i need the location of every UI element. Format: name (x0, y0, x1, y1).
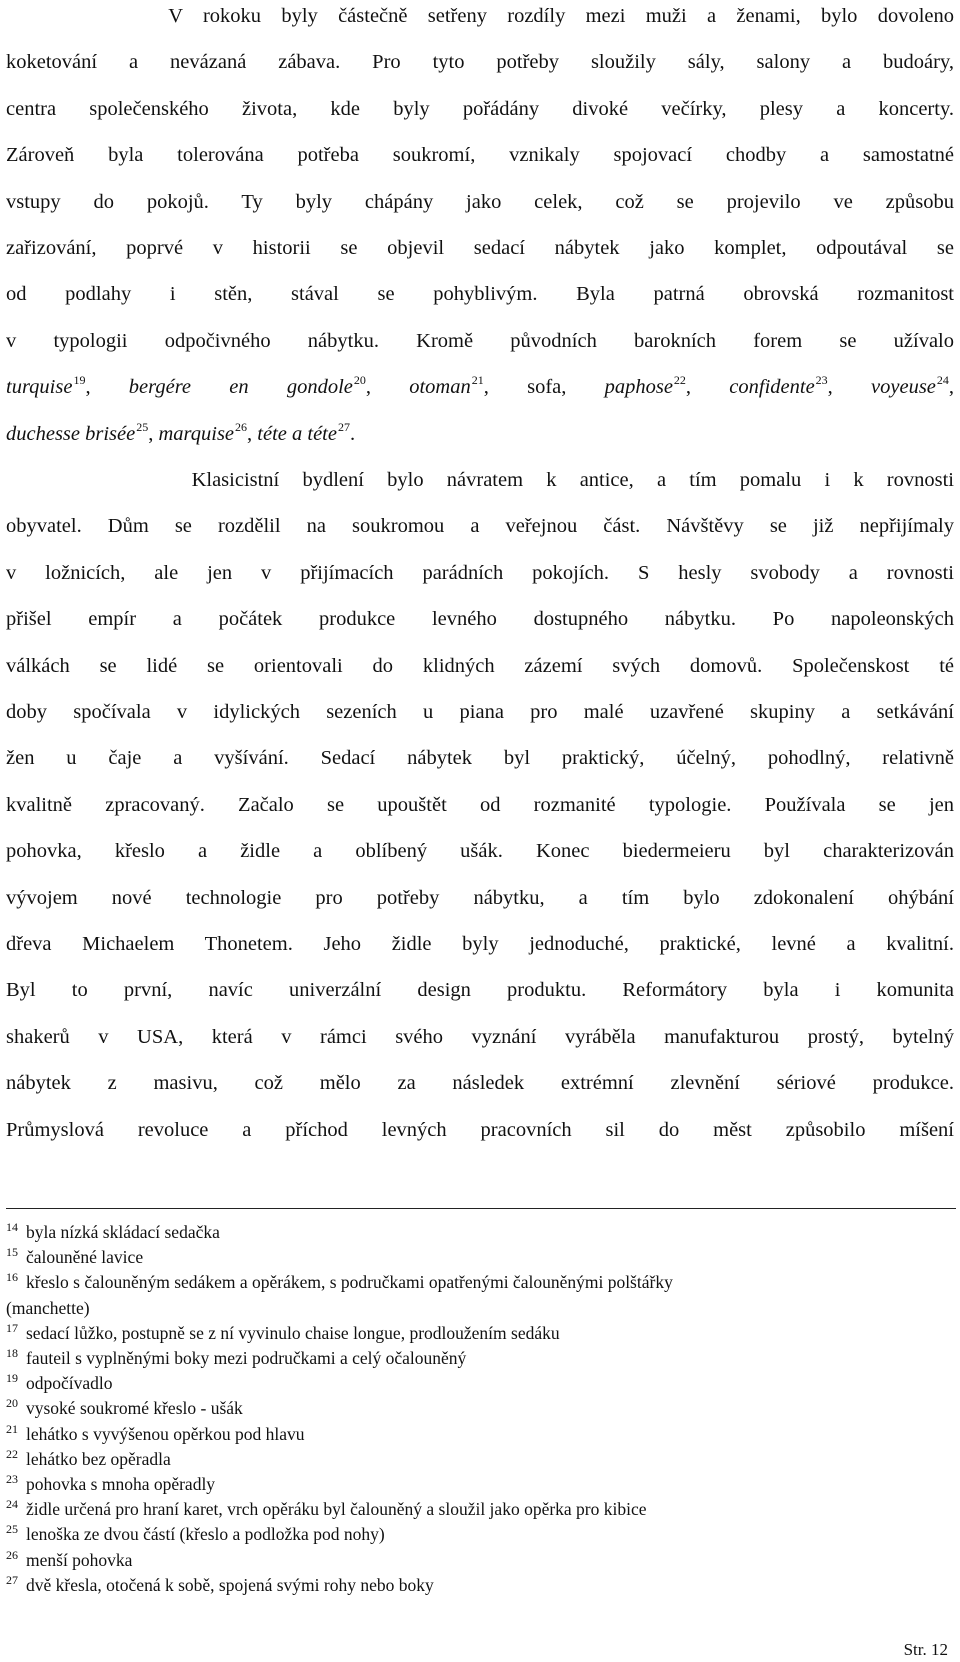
body-line (6, 419, 954, 448)
body-line (6, 978, 954, 1002)
footnote-ref: 22 (673, 373, 686, 388)
footnote (6, 1348, 466, 1370)
body-line (6, 50, 954, 74)
text-run: Průmyslová revoluce a příchod levných pracovních sil do měst způsobilo míšení (6, 1118, 954, 1141)
footnote (6, 1499, 647, 1521)
footnote-text: dvě křesla, otočená k sobě, spojená svými rohy nebo boky (26, 1574, 434, 1595)
footnote (6, 1272, 673, 1294)
text-run: , (948, 376, 955, 399)
footnote-text: křeslo s čalouněným sedákem a opěrákem, s područkami opatřenými čalouněnými polštářky (26, 1272, 673, 1293)
text-run: , (827, 376, 872, 399)
text-run: obyvatel. Dům se rozdělil na soukromou a veřejnou část. Návštěvy se již nepřijímaly (6, 515, 954, 538)
text-run: zařizování, poprvé v historii se objevil sedací nábytek jako komplet, odpoutával se (6, 237, 954, 259)
footnote-ref: 21 (471, 373, 484, 388)
footnote (6, 1547, 133, 1572)
footnote-ref: 19 (73, 373, 86, 388)
footnote-ref: 24 (936, 373, 949, 388)
body-line (6, 143, 954, 167)
text-run: od podlahy i stěn, stával se pohyblivým. Byla patrná obrovská rozmanitost (6, 283, 954, 306)
italic-term: marquise (158, 422, 235, 445)
body-line (6, 654, 954, 678)
footnote-number: 27 (6, 1572, 18, 1587)
text-run: vstupy do pokojů. Ty byly chápány jako celek, což se projevilo ve způsobu (6, 190, 954, 213)
text-run: válkách se lidé se orientovali do klidných zázemí svých domovů. Společenskost té (6, 654, 954, 677)
footnote-number: 20 (6, 1396, 18, 1411)
text-run: Byl to první, navíc univerzální design produktu. Reformátory byla i komunita (6, 979, 954, 1002)
footnote (6, 1320, 560, 1345)
footnote (6, 1421, 305, 1446)
footnote-separator (6, 1208, 956, 1209)
body-line (6, 375, 954, 401)
text-run: V rokoku byly částečně setřeny rozdíly mezi muži a ženami, bylo dovoleno (6, 5, 954, 27)
footnote-text: menší pohovka (26, 1549, 133, 1570)
body-line (6, 1071, 954, 1095)
text-run: shakerů v USA, která v rámci svého vyznání vyráběla manufakturou prostý, bytelný (6, 1025, 954, 1048)
body-line (6, 236, 954, 260)
body-line (6, 839, 954, 863)
page-number: Str. 12 (903, 1640, 948, 1659)
text-run: centra společenského života, kde byly pořádány divoké večírky, plesy a koncerty. (6, 97, 954, 120)
footnote-ref: 23 (815, 373, 828, 388)
footnote (6, 1524, 385, 1546)
footnote-number: 21 (6, 1421, 18, 1436)
footnote (6, 1247, 143, 1269)
text-run: kvalitně zpracovaný. Začalo se upouštět od rozmanité typologie. Používala se jen (6, 793, 954, 816)
footnote (6, 1572, 434, 1597)
body-line (6, 4, 954, 28)
italic-term: duchesse brisée (6, 422, 136, 445)
text-run: pohovka, křeslo a židle a oblíbený ušák. Konec biedermeieru byl charakterizován (6, 840, 954, 863)
footnote-number: 19 (6, 1371, 18, 1386)
text-run: , sofa, (483, 376, 605, 399)
text-run: Zároveň byla tolerována potřeba soukromí, vznikaly spojovací chodby a samostatné (6, 144, 954, 167)
italic-term: bergére en gondole (128, 376, 353, 399)
italic-term: téte a téte (257, 422, 337, 445)
footnote-text: byla nízká skládací sedačka (26, 1222, 220, 1242)
body-line (6, 282, 954, 306)
body-line (6, 514, 954, 538)
footnote-ref: 20 (353, 373, 366, 388)
text-run: , (148, 422, 159, 445)
body-line (6, 97, 954, 121)
text-run: přišel empír a počátek produkce levného dostupného nábytku. Po napoleonských (6, 608, 954, 631)
footnote-ref: 25 (136, 419, 149, 434)
footnote-number: 24 (6, 1497, 18, 1512)
text-run: . (349, 422, 356, 445)
text-run: , (247, 422, 258, 445)
text-run: v ložnicích, ale jen v přijímacích parádních pokojích. S hesly svobody a rovnosti (6, 561, 954, 584)
text-run: žen u čaje a vyšívání. Sedací nábytek byl praktický, účelný, pohodlný, relativně (6, 747, 954, 770)
body-line (6, 700, 954, 724)
body-line (6, 746, 954, 770)
text-run: , (365, 376, 410, 399)
footnote-text: fauteil s vyplněnými boky mezi područkami a celý očalouněný (26, 1348, 467, 1368)
footnote (6, 1222, 220, 1244)
footnote (6, 1298, 90, 1318)
footnote-number: 18 (6, 1346, 18, 1360)
body-line (6, 190, 954, 214)
footnote-text: pohovka s mnoha opěradly (26, 1474, 216, 1494)
footnote-text: (manchette) (6, 1297, 90, 1318)
text-run: , (685, 376, 730, 399)
footnote-number: 25 (6, 1522, 18, 1537)
footnote-text: židle určená pro hraní karet, vrch opěráku byl čalouněný a sloužil jako opěrka pro kibice (26, 1499, 647, 1520)
italic-term: otoman (409, 376, 471, 399)
body-line (6, 468, 954, 492)
footnote-number: 16 (6, 1270, 18, 1285)
footnote-number: 14 (6, 1220, 18, 1234)
footnote-ref: 26 (235, 419, 248, 434)
italic-term: turquise (6, 376, 73, 399)
italic-term: confidente (729, 376, 815, 399)
footnote-text: odpočívadlo (26, 1373, 113, 1394)
footnote-number: 15 (6, 1245, 18, 1260)
body-line (6, 1025, 954, 1049)
text-run: v typologii odpočivného nábytku. Kromě původních barokních forem se užívalo (6, 329, 954, 352)
body-line (6, 329, 954, 353)
footnote-number: 23 (6, 1472, 18, 1486)
footnote (6, 1373, 113, 1395)
body-line (6, 793, 954, 817)
footnote-number: 26 (6, 1547, 18, 1562)
footnote-number: 17 (6, 1320, 18, 1335)
text-run: Klasicistní bydlení bylo návratem k antice, a tím pomalu i k rovnosti (6, 469, 954, 491)
body-line (6, 561, 954, 585)
italic-term: voyeuse (871, 376, 936, 399)
footnote-text: čalouněné lavice (26, 1247, 144, 1268)
footnote-text: lehátko bez opěradla (26, 1448, 171, 1469)
body-line (6, 932, 954, 956)
footnote-number: 22 (6, 1446, 18, 1461)
text-run: doby spočívala v idylických sezeních u piana pro malé uzavřené skupiny a setkávání (6, 701, 954, 723)
text-run: nábytek z masivu, což mělo za následek extrémní zlevnění sériové produkce. (6, 1072, 954, 1095)
text-run: dřeva Michaelem Thonetem. Jeho židle byly jednoduché, praktické, levné a kvalitní. (6, 933, 954, 955)
body-line (6, 607, 954, 631)
text-run: vývojem nové technologie pro potřeby nábytku, a tím bylo zdokonalení ohýbání (6, 886, 954, 909)
footnote-text: lenoška ze dvou částí (křeslo a podložka pod nohy) (26, 1524, 385, 1545)
footnote-text: vysoké soukromé křeslo - ušák (26, 1398, 243, 1419)
italic-term: paphose (604, 376, 673, 399)
footnote-text: lehátko s vyvýšenou opěrkou pod hlavu (26, 1423, 305, 1444)
text-run: koketování a nevázaná zábava. Pro tyto potřeby sloužily sály, salony a budoáry, (6, 51, 954, 74)
footnote-text: sedací lůžko, postupně se z ní vyvinulo chaise longue, prodloužením sedáku (26, 1322, 560, 1343)
footnote (6, 1474, 215, 1496)
text-run: , (85, 376, 129, 399)
footnote-ref: 27 (337, 419, 350, 434)
body-line (6, 886, 954, 910)
body-line (6, 1118, 954, 1142)
footnote (6, 1446, 171, 1471)
footnote (6, 1398, 243, 1420)
